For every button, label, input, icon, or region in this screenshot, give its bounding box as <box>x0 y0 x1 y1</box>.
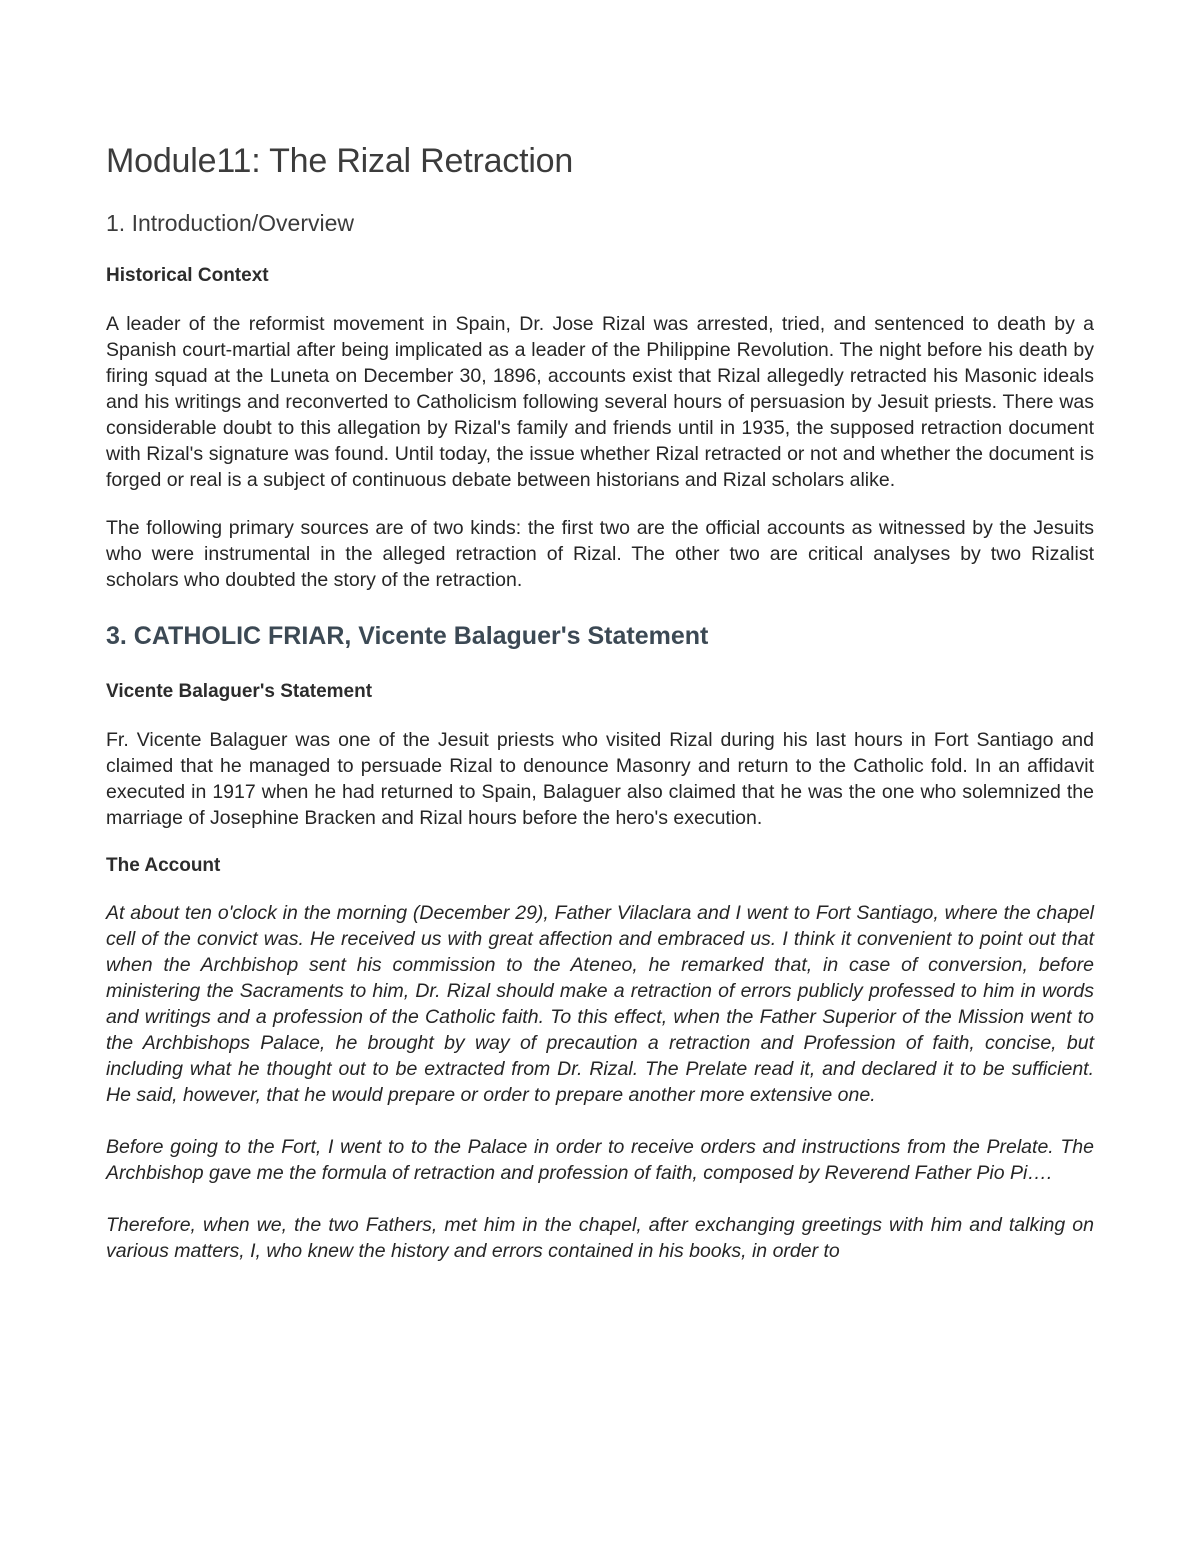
intro-heading: 1. Introduction/Overview <box>106 210 355 236</box>
account-paragraph-3: Therefore, when we, the two Fathers, met him in the chapel, after exchanging greetings with him and talking on various matters, I, who knew the history and errors contained in his books, in order to <box>106 1214 1094 1262</box>
statement-heading: Vicente Balaguer's Statement <box>106 681 373 702</box>
account-heading: The Account <box>106 855 221 876</box>
statement-paragraph: Fr. Vicente Balaguer was one of the Jesuit priests who visited Rizal during his last hours in Fort Santiago and claimed that he managed to persuade Rizal to denounce Masonry and return to the Catholic fold. In an affidavit executed in 1917 when he had returned to Spain, Balaguer also claimed that he was the one who solemnized the marriage of Josephine Bracken and Rizal hours before the hero's execution. <box>106 729 1094 829</box>
module-title: Module11: The Rizal Retraction <box>106 142 574 180</box>
account-paragraph-1: At about ten o'clock in the morning (December 29), Father Vilaclara and I went to Fort Santiago, where the chapel cell of the convict was. He received us with great affection and embraced us. I think it convenient to point out that when the Archbishop sent his commission to the Ateneo, he remarked that, in case of conversion, before ministering the Sacraments to him, Dr. Rizal should make a retraction of errors publicly professed to him in words and writings and a profession of the Catholic faith. To this effect, when the Father Superior of the Mission went to the Archbishops Palace, he brought by way of precaution a retraction and Profession of faith, concise, but including what he thought out to be extracted from Dr. Rizal. The Prelate read it, and declared it to be sufficient. He said, however, that he would prepare or order to prepare another more extensive one. <box>106 902 1094 1106</box>
document-page <box>106 140 1094 1264</box>
historical-context-paragraph-1: A leader of the reformist movement in Spain, Dr. Jose Rizal was arrested, tried, and sentenced to death by a Spanish court-martial after being implicated as a leader of the Philippine Revolution. The night before his death by firing squad at the Luneta on December 30, 1896, accounts exist that Rizal allegedly retracted his Masonic ideals and his writings and reconverted to Catholicism following several hours of persuasion by Jesuit priests. There was considerable doubt to this allegation by Rizal's family and friends until in 1935, the supposed retraction document with Rizal's signature was found. Until today, the issue whether Rizal retracted or not and whether the document is forged or real is a subject of continuous debate between historians and Rizal scholars alike. <box>106 313 1094 491</box>
account-paragraph-2: Before going to the Fort, I went to to the Palace in order to receive orders and instructions from the Prelate. The Archbishop gave me the formula of retraction and profession of faith, composed by Reverend Father Pio Pi…. <box>106 1136 1094 1184</box>
section3-heading: 3. CATHOLIC FRIAR, Vicente Balaguer's Statement <box>106 622 709 650</box>
historical-context-heading: Historical Context <box>106 265 269 286</box>
historical-context-paragraph-2: The following primary sources are of two kinds: the first two are the official accounts as witnessed by the Jesuits who were instrumental in the alleged retraction of Rizal. The other two are critical analyses by two Rizalist scholars who doubted the story of the retraction. <box>106 517 1094 591</box>
